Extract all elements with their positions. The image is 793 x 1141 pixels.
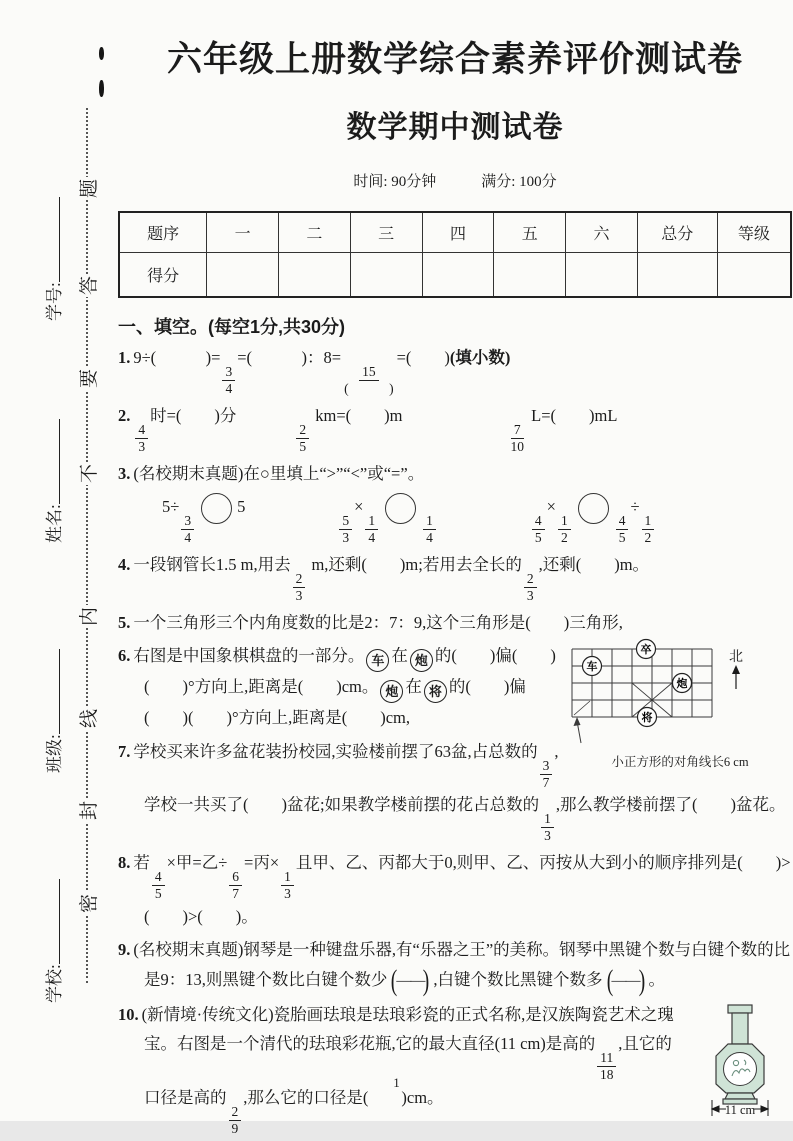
fraction-numerator: 3	[181, 513, 194, 530]
fraction	[510, 422, 526, 455]
question-3	[118, 459, 792, 488]
question-number: 7.	[118, 741, 131, 761]
chess-piece-inline: 将	[424, 680, 447, 703]
text-segment: 且甲、乙、丙都大于0,则甲、乙、丙按从大到小的顺序排列是( )>( )>( )。	[144, 853, 791, 927]
figure-caption: 小正方形的对角线长6 cm	[611, 755, 749, 770]
text-segment: 时=( )分	[150, 405, 237, 425]
score-table-header-row	[119, 212, 791, 253]
fraction-numerator: 4	[135, 422, 148, 439]
fraction-numerator: 1	[365, 513, 378, 530]
question-number: 2.	[118, 405, 131, 425]
fraction	[558, 513, 571, 546]
dimension-label: 11 cm	[724, 1103, 756, 1118]
text-segment: m,还剩( )m;若用去全长的	[307, 554, 522, 574]
fraction-numerator: 7	[511, 422, 524, 439]
text-segment: km=( )m	[311, 405, 403, 425]
fraction-denominator: 3	[138, 438, 146, 454]
piece-zu: 卒	[640, 644, 652, 657]
name-label: 姓名:	[45, 504, 64, 543]
text-segment: ×甲=乙÷	[166, 853, 228, 873]
score-cell	[422, 253, 494, 298]
fraction-denominator: 4	[184, 529, 192, 545]
text-segment: 的( )偏( )( )°方向上,距离是( )cm。	[144, 646, 556, 697]
fraction-numerator: 5	[339, 513, 352, 530]
fraction-denominator: 4	[225, 380, 233, 396]
text-segment: 5÷	[162, 497, 180, 517]
spacer	[245, 511, 337, 512]
score-cell	[717, 253, 791, 298]
score-table-header-cell: 三	[350, 212, 422, 253]
fraction-numerator: 1	[541, 811, 554, 828]
fraction-numerator: 1	[558, 513, 571, 530]
score-cell	[566, 253, 638, 298]
text-segment: =丙×	[244, 853, 280, 873]
question-9	[118, 935, 792, 996]
question-number: 9.	[118, 940, 131, 960]
blank-dash: ——	[396, 972, 425, 989]
text-segment: ,那么它的口径是( )cm。	[243, 1088, 444, 1108]
chess-piece-inline: 炮	[380, 680, 403, 703]
question-number: 3.	[118, 463, 131, 483]
fraction	[181, 513, 194, 546]
text-segment: ,那么教学楼前摆了( )盆花。	[555, 795, 786, 815]
seal-char: 内	[74, 605, 101, 628]
score-cell	[637, 253, 717, 298]
school-write-line	[46, 879, 60, 964]
fraction-numerator: 4	[616, 513, 629, 530]
time-score-info: 时间: 90分钟 满分: 100分	[353, 174, 557, 190]
fraction-denominator: 5	[299, 438, 307, 454]
text-segment: ÷	[630, 497, 640, 517]
score-table-header-cell: 题序	[119, 212, 207, 253]
fraction-numerator: 2	[524, 571, 537, 588]
question-3-items	[118, 492, 792, 546]
fraction-numerator: 11	[597, 1050, 616, 1067]
fraction	[524, 571, 537, 604]
question-number: 8.	[118, 853, 131, 873]
fraction-numerator: 2	[296, 422, 309, 439]
fraction-denominator: 3	[342, 529, 350, 545]
score-table-header-cell: 六	[566, 212, 638, 253]
spacer	[403, 420, 508, 421]
fraction-denominator: 5	[154, 886, 162, 902]
fraction	[540, 758, 553, 791]
comparison-circle-blank	[201, 493, 232, 524]
class-write-line	[46, 649, 60, 734]
fraction-numerator: 1	[281, 869, 294, 886]
school-field	[40, 879, 65, 1003]
text-segment: =( )：8=	[237, 348, 342, 367]
fraction-denominator: 2	[644, 529, 652, 545]
score-table-header-cell: 二	[279, 212, 351, 253]
fraction	[339, 513, 352, 546]
chess-piece-inline: 车	[366, 649, 389, 672]
fraction	[541, 811, 554, 844]
question-4	[118, 550, 792, 604]
text-segment: ,还剩( )m。	[538, 554, 650, 574]
question-number: 4.	[118, 554, 131, 574]
text-segment: L=( )mL	[527, 405, 618, 425]
fraction-denominator: 3	[544, 828, 551, 844]
seal-line	[72, 0, 102, 1121]
fraction-denominator: ( )	[344, 380, 394, 396]
name-write-line	[46, 419, 60, 504]
text-segment: 学校买来许多盆花装扮校园,实验楼前摆了63盆,占总数的	[133, 741, 538, 761]
fraction-denominator: 7	[542, 774, 550, 790]
text-segment: 若	[133, 853, 150, 873]
fraction	[293, 571, 306, 604]
score-cell	[494, 253, 566, 298]
fraction	[152, 869, 165, 902]
score-table-score-row	[119, 253, 791, 298]
seal-dashed-line	[86, 108, 88, 983]
text-segment: (名校期末真题)钢琴是一种键盘乐器,有“乐器之王”的美称。钢琴中黑键个数与白键个数的比是9：13,则黑键个数比白键个数少	[133, 940, 791, 989]
page-number: 1	[393, 1075, 400, 1090]
score-table-header-cell: 一	[207, 212, 279, 253]
class-field	[40, 649, 65, 773]
paper-title: 六年级上册数学综合素养评价测试卷	[166, 40, 743, 79]
north-arrow	[729, 649, 743, 689]
blank-paren: (	[391, 964, 398, 998]
question-number: 6.	[118, 646, 131, 666]
student-no-write-line	[46, 197, 60, 282]
text-segment: (填小数)	[449, 348, 511, 367]
fraction-answer-blank	[389, 966, 431, 996]
seal-char: 题	[74, 177, 101, 200]
blank-dash: ——	[611, 972, 640, 989]
fraction-numerator: 4	[152, 869, 165, 886]
question-number: 5.	[118, 612, 131, 632]
seal-char: 线	[74, 707, 101, 730]
fraction	[229, 1104, 242, 1137]
name-field	[40, 419, 65, 543]
comparison-circle-blank	[578, 493, 609, 524]
fraction	[616, 513, 629, 546]
text-segment: 一段钢管长1.5 m,用去	[133, 554, 291, 574]
fraction-numerator: 3	[222, 364, 235, 381]
text-segment: ,学校一共买了( )盆花;如果教学楼前摆的花占总数的	[144, 741, 559, 815]
blank-paren: )	[638, 964, 645, 998]
fraction-denominator: 4	[368, 529, 376, 545]
fraction	[229, 869, 242, 902]
seal-line-sidebar	[0, 0, 105, 1121]
score-table-header-cell: 四	[422, 212, 494, 253]
fraction	[222, 364, 235, 397]
text-segment: ,且它的口径是高的	[144, 1034, 672, 1108]
question-number: 10.	[118, 1005, 139, 1025]
piece-pao: 炮	[676, 678, 688, 691]
text-segment: 在	[405, 677, 422, 697]
chess-piece-inline: 炮	[410, 649, 433, 672]
spacer	[236, 420, 294, 421]
text-segment: ×	[546, 497, 556, 517]
chessboard-figure	[568, 643, 792, 770]
fraction	[365, 513, 378, 546]
seal-char: 要	[74, 367, 101, 390]
text-segment: (新情境·传统文化)瓷胎画珐琅是珐琅彩瓷的正式名称,是汉族陶瓷艺术之瑰宝。右图是一个清代的珐琅彩花瓶,它的最大直径(11 cm)是高的	[141, 1005, 674, 1054]
fraction-numerator: 2	[229, 1104, 242, 1121]
score-table	[118, 211, 792, 298]
seal-char: 密	[74, 892, 101, 915]
student-info-fields	[40, 0, 70, 1121]
fraction	[296, 422, 309, 455]
score-cell	[350, 253, 422, 298]
fraction-numerator: 3	[540, 758, 553, 775]
question-1	[118, 343, 792, 397]
fraction	[135, 422, 148, 455]
piece-jiang: 将	[641, 712, 653, 725]
question-number: 1.	[118, 348, 131, 367]
score-cell	[207, 253, 279, 298]
fraction-numerator: 15	[359, 364, 379, 381]
fraction-numerator: 4	[532, 513, 545, 530]
fraction-denominator: 9	[231, 1121, 239, 1137]
fraction-numerator: 1	[642, 513, 655, 530]
seal-char: 答	[74, 274, 101, 297]
score-cell	[279, 253, 351, 298]
text-segment: =( )	[396, 348, 450, 367]
text-segment: 一个三角形三个内角度数的比是2：7：9,这个三角形是( )三角形,	[133, 612, 623, 632]
score-row-label: 得分	[119, 253, 207, 298]
chessboard-image	[568, 643, 792, 747]
paper-content	[118, 26, 792, 1141]
student-no-field	[40, 197, 65, 321]
fraction-denominator: 5	[534, 529, 542, 545]
blank-paren: )	[423, 964, 430, 998]
school-label: 学校:	[45, 964, 64, 1003]
fraction	[343, 364, 395, 397]
fraction	[423, 513, 436, 546]
fraction-denominator: 3	[295, 587, 303, 603]
piece-ju: 车	[586, 661, 598, 674]
text-segment: ,白键个数比黑键个数多	[433, 969, 603, 989]
caption-pointer-arrow	[574, 717, 582, 743]
seal-char: 封	[74, 799, 101, 822]
blank-paren: (	[606, 964, 613, 998]
fraction-denominator: 4	[426, 529, 433, 545]
vase-image	[688, 1000, 792, 1118]
spacer	[438, 511, 530, 512]
text-segment: 的( )偏( )( )°方向上,距离是( )cm,	[144, 677, 526, 728]
fraction-answer-blank	[605, 966, 647, 996]
question-8	[118, 848, 792, 931]
fraction-numerator: 1	[423, 513, 436, 530]
text-segment: (名校期末真题)在○里填上“>”“<”或“=”。	[133, 463, 425, 483]
score-table-header-cell: 等级	[717, 212, 791, 253]
class-label: 班级:	[45, 734, 64, 773]
fraction-numerator: 2	[293, 571, 306, 588]
fraction-denominator: 18	[600, 1067, 614, 1083]
text-segment: 5	[237, 497, 246, 517]
text-segment: 在	[391, 646, 408, 666]
fraction	[642, 513, 655, 546]
question-5	[118, 608, 792, 637]
fraction	[281, 869, 294, 902]
paper-subtitle: 数学期中测试卷	[346, 111, 564, 144]
comparison-circle-blank	[385, 493, 416, 524]
score-table-header-cell: 五	[494, 212, 566, 253]
fraction-denominator: 3	[526, 587, 534, 603]
text-segment: 右图是中国象棋棋盘的一部分。	[133, 646, 365, 666]
text-segment: ×	[354, 497, 364, 517]
fraction-denominator: 2	[560, 529, 568, 545]
text-segment: 9÷( )=	[133, 348, 221, 367]
vase-figure	[688, 1000, 792, 1123]
seal-char: 不	[74, 462, 101, 485]
text-segment: 。	[648, 969, 665, 989]
fraction-denominator: 10	[510, 438, 525, 454]
north-label: 北	[729, 650, 743, 666]
fraction-denominator: 5	[618, 529, 626, 545]
fraction	[532, 513, 545, 546]
fraction-denominator: 7	[232, 886, 240, 902]
student-no-label: 学号:	[45, 282, 64, 321]
section-heading: 一、填空。(每空1分,共30分)	[118, 317, 346, 337]
question-2	[118, 401, 792, 455]
fraction-denominator: 3	[284, 886, 291, 902]
fraction-numerator: 6	[229, 869, 242, 886]
score-table-header-cell: 总分	[637, 212, 717, 253]
